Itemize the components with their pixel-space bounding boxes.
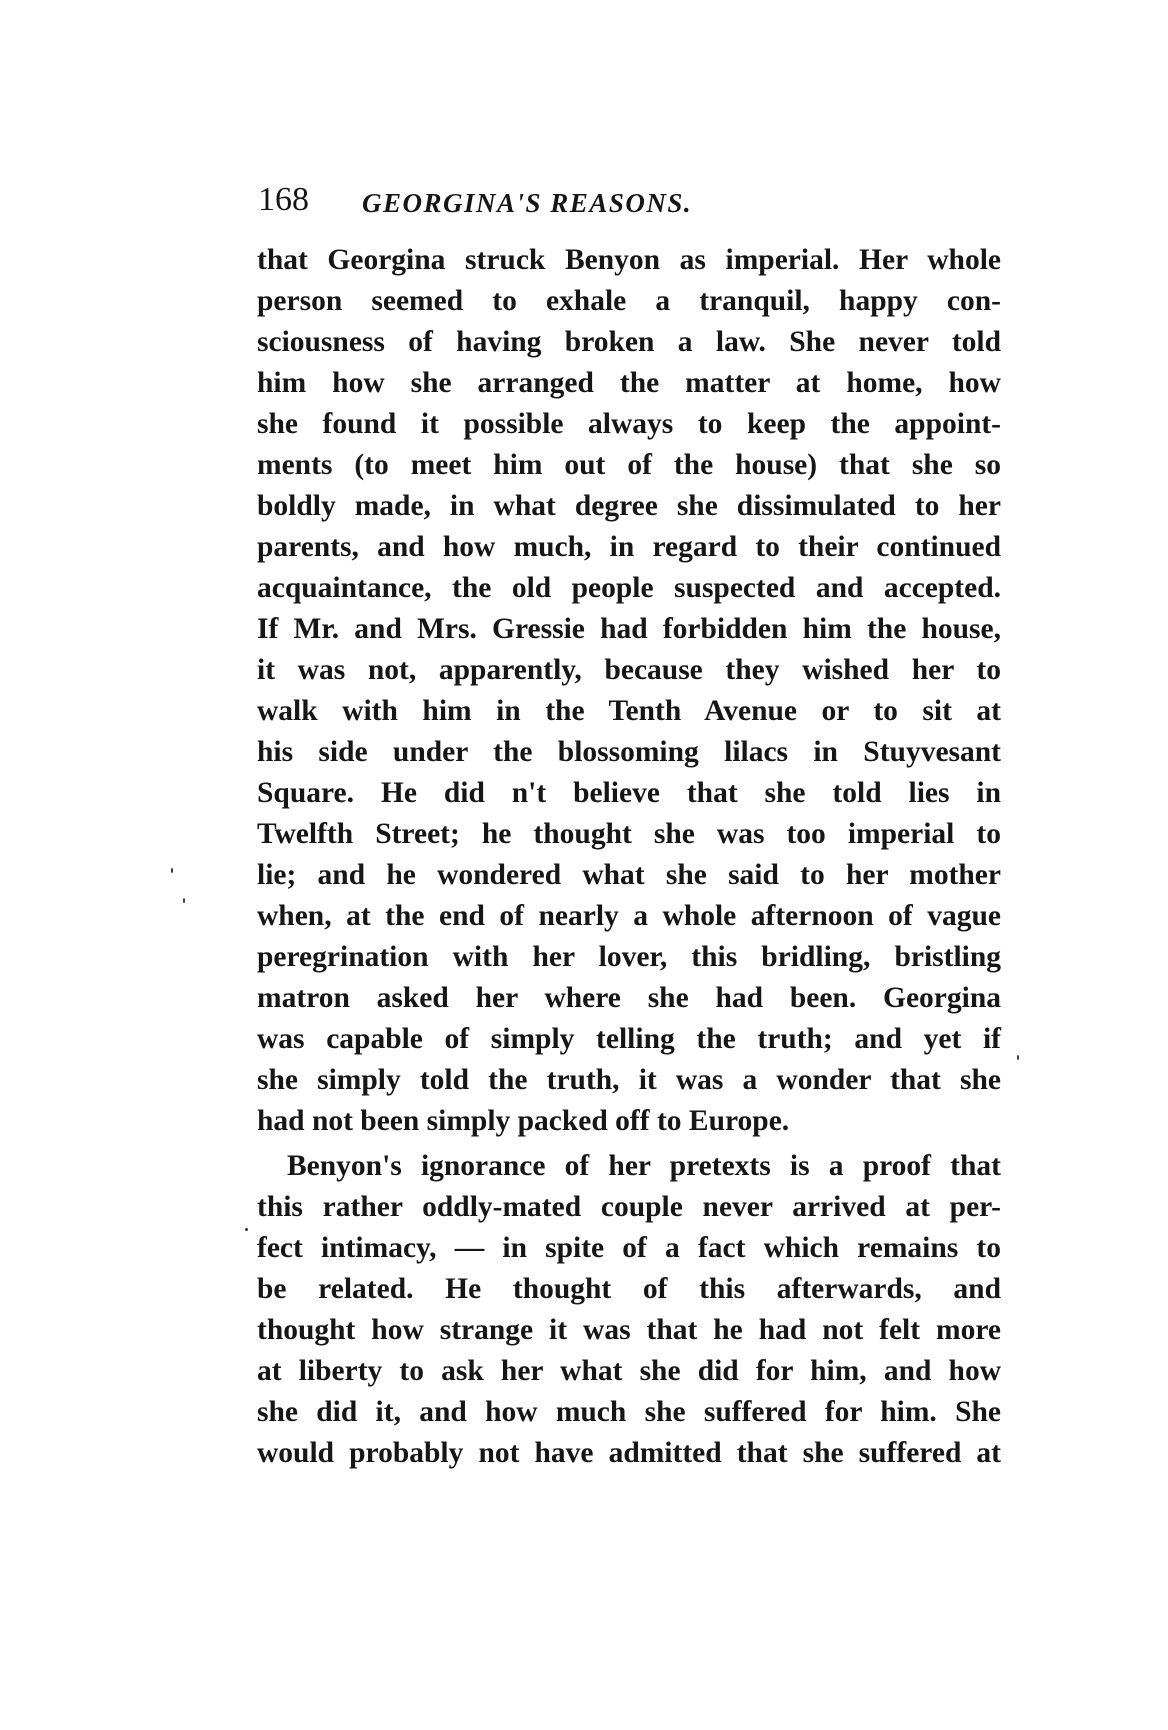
text-line: this rather oddly-mated couple never arrived at per- bbox=[257, 1191, 1001, 1223]
text-line: walk with him in the Tenth Avenue or to sit at bbox=[257, 695, 1001, 727]
text-line: was capable of simply telling the truth; and yet if bbox=[257, 1023, 1001, 1055]
text-line: acquaintance, the old people suspected and accepted. bbox=[257, 572, 1001, 604]
text-line: him how she arranged the matter at home, how bbox=[257, 367, 1001, 399]
text-line: fect intimacy, — in spite of a fact which remains to bbox=[257, 1232, 1001, 1264]
text-line: peregrination with her lover, this bridling, bristling bbox=[257, 941, 1001, 973]
text-line: thought how strange it was that he had not felt more bbox=[257, 1314, 1001, 1346]
running-head bbox=[258, 180, 1000, 228]
text-line: it was not, apparently, because they wished her to bbox=[257, 654, 1001, 686]
page-number: 168 bbox=[258, 181, 309, 218]
scan-speck bbox=[245, 1228, 248, 1231]
text-line: lie; and he wondered what she said to her mother bbox=[257, 859, 1001, 891]
scan-speck bbox=[171, 868, 173, 873]
paragraph-2 bbox=[257, 1146, 1001, 1474]
body-text bbox=[257, 240, 1001, 1474]
text-line: when, at the end of nearly a whole afternoon of vague bbox=[257, 900, 1001, 932]
text-line: sciousness of having broken a law. She never told bbox=[257, 326, 1001, 358]
text-line: person seemed to exhale a tranquil, happy con- bbox=[257, 285, 1001, 317]
text-line: Twelfth Street; he thought she was too imperial to bbox=[257, 818, 1001, 850]
scan-speck bbox=[183, 898, 185, 903]
text-line: matron asked her where she had been. Georgina bbox=[257, 982, 1001, 1014]
text-line: would probably not have admitted that she suffered at bbox=[257, 1437, 1001, 1469]
text-line: parents, and how much, in regard to their continued bbox=[257, 531, 1001, 563]
text-line: If Mr. and Mrs. Gressie had forbidden him the house, bbox=[257, 613, 1001, 645]
text-line: Square. He did n't believe that she told lies in bbox=[257, 777, 1001, 809]
scan-speck bbox=[1017, 1055, 1019, 1060]
text-line: she simply told the truth, it was a wonder that she bbox=[257, 1064, 1001, 1096]
text-line: at liberty to ask her what she did for him, and how bbox=[257, 1355, 1001, 1387]
text-line: be related. He thought of this afterwards, and bbox=[257, 1273, 1001, 1305]
text-line: Benyon's ignorance of her pretexts is a proof that bbox=[287, 1150, 1001, 1182]
text-line: ments (to meet him out of the house) that she so bbox=[257, 449, 1001, 481]
text-line: had not been simply packed off to Europe. bbox=[257, 1105, 790, 1137]
paragraph-1 bbox=[257, 240, 1001, 1142]
text-line: boldly made, in what degree she dissimulated to her bbox=[257, 490, 1001, 522]
text-line: she found it possible always to keep the appoint- bbox=[257, 408, 1001, 440]
running-title: GEORGINA'S REASONS. bbox=[362, 188, 693, 218]
text-line: she did it, and how much she suffered for him. She bbox=[257, 1396, 1001, 1428]
text-line: that Georgina struck Benyon as imperial. Her whole bbox=[257, 244, 1001, 276]
text-line: his side under the blossoming lilacs in Stuyvesant bbox=[257, 736, 1001, 768]
